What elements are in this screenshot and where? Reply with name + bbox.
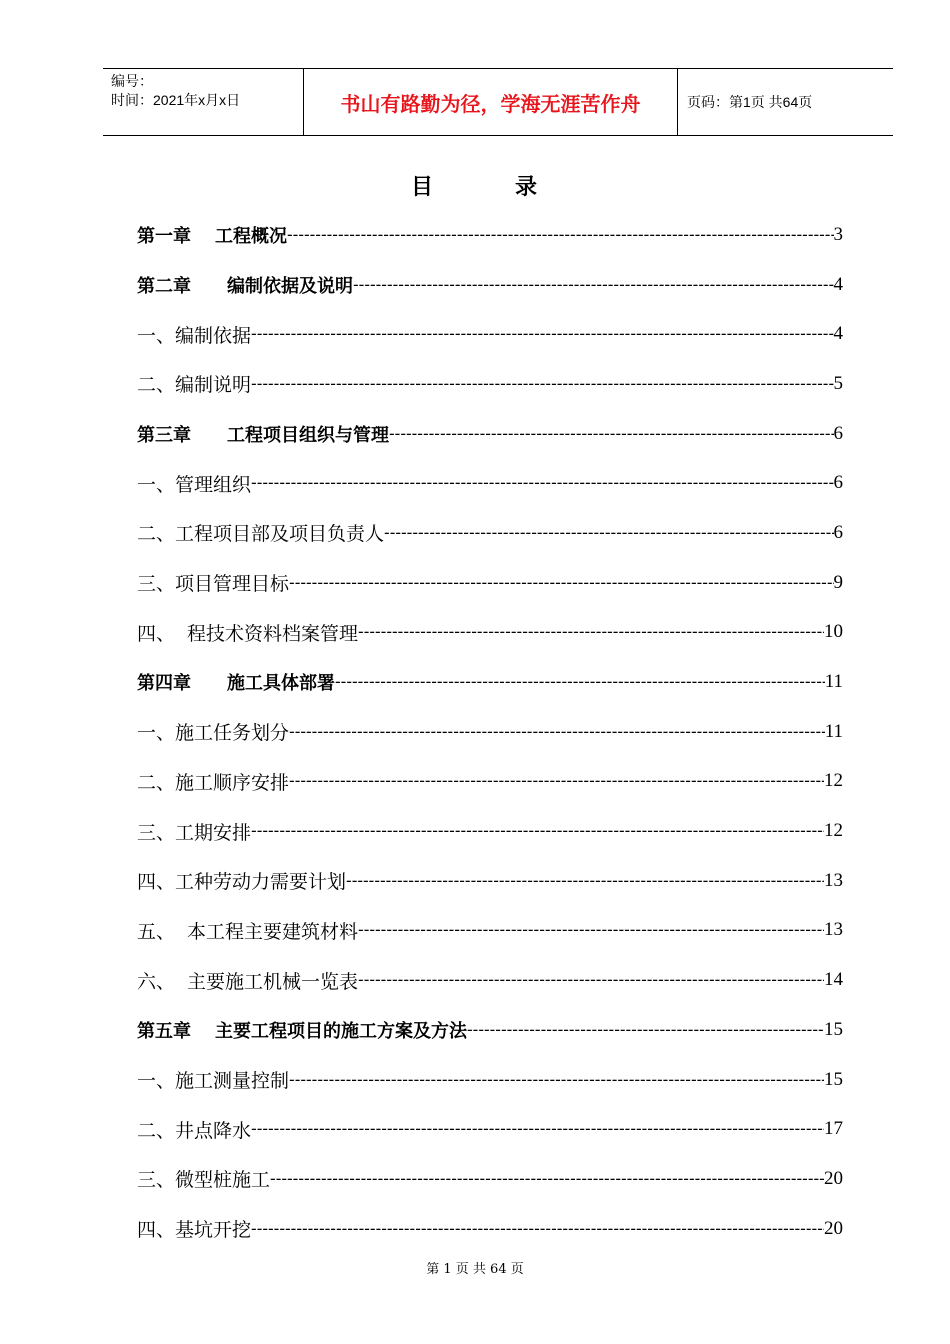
toc-page-number: 14 (824, 969, 843, 991)
toc-entry[interactable] (137, 1005, 843, 1055)
toc-leader (346, 871, 824, 891)
toc-page-number: 5 (833, 372, 843, 394)
toc-entry-text: 编制说明 (175, 374, 252, 397)
toc-entry-text: 施工任务划分 (175, 722, 290, 745)
toc-entry-title (137, 967, 358, 994)
toc-entry-number: 四、 (137, 622, 176, 645)
toc-entry-text: 施工具体部署 (227, 673, 335, 695)
toc-title: 目 录 (410, 174, 540, 200)
toc-entry-text: 主要工程项目的施工方案及方法 (215, 1020, 467, 1042)
toc-entry-text: 编制依据 (175, 324, 252, 347)
toc-entry-text: 施工顺序安排 (175, 771, 290, 794)
toc-entry[interactable] (137, 906, 843, 956)
toc-entry-number: 二、 (137, 771, 176, 794)
toc-entry-title (137, 1215, 251, 1242)
toc-entry[interactable] (137, 856, 843, 906)
table-of-contents (137, 210, 843, 1253)
toc-page-number: 12 (824, 820, 843, 842)
toc-entry-text: 程技术资料档案管理 (187, 622, 359, 645)
toc-page-number: 20 (824, 1167, 843, 1189)
toc-entry-text: 工种劳动力需要计划 (175, 871, 347, 894)
toc-entry[interactable] (137, 1104, 843, 1154)
toc-entry-number: 六、 (137, 970, 176, 993)
toc-page-number: 11 (824, 671, 843, 693)
toc-entry-title (137, 768, 289, 795)
toc-page-number: 6 (833, 521, 843, 543)
toc-leader (289, 1070, 824, 1090)
toc-entry-title (137, 421, 389, 447)
toc-entry-number: 第四章 (137, 673, 191, 695)
toc-entry-text: 施工测量控制 (175, 1070, 290, 1093)
toc-leader (467, 1020, 824, 1040)
toc-page-number: 4 (833, 273, 843, 295)
toc-entry-text: 项目管理目标 (175, 573, 290, 596)
toc-entry-title (137, 321, 251, 348)
toc-entry-title (137, 272, 353, 298)
toc-entry-title (137, 917, 358, 944)
toc-entry-title (137, 718, 289, 745)
toc-entry-title (137, 818, 251, 845)
page-footer: 第 1 页 共 64 页 (426, 1262, 524, 1277)
toc-leader (251, 374, 833, 394)
header-motto: 书山有路勤为径，学海无涯苦作舟 (340, 91, 641, 116)
toc-entry-title (137, 370, 251, 397)
header-page-info: 页码：第1页 共64页 (687, 94, 813, 110)
toc-leader (251, 1219, 824, 1239)
toc-entry[interactable] (137, 757, 843, 807)
toc-leader (335, 672, 825, 692)
toc-leader (358, 920, 824, 940)
toc-entry-title (137, 1017, 467, 1043)
toc-page-number: 4 (833, 323, 843, 345)
toc-entry[interactable] (137, 260, 843, 310)
toc-page-number: 13 (824, 869, 843, 891)
toc-entry[interactable] (137, 508, 843, 558)
toc-entry[interactable] (137, 1204, 843, 1254)
toc-entry-number: 三、 (137, 1169, 176, 1192)
toc-page-number: 17 (824, 1118, 843, 1140)
toc-entry[interactable] (137, 210, 843, 260)
toc-leader (358, 970, 824, 990)
toc-entry-title (137, 1165, 270, 1192)
toc-entry-number: 一、 (137, 722, 176, 745)
toc-page-number: 13 (824, 919, 843, 941)
toc-leader (270, 1169, 824, 1189)
toc-page-number: 6 (833, 422, 843, 444)
toc-leader (251, 324, 833, 344)
toc-entry[interactable] (137, 458, 843, 508)
toc-page-number: 12 (824, 770, 843, 792)
toc-entry-title (137, 470, 251, 497)
toc-leader (389, 424, 834, 444)
toc-entry-text: 工程项目组织与管理 (227, 424, 389, 446)
toc-entry[interactable] (137, 359, 843, 409)
toc-leader (384, 523, 833, 543)
toc-entry[interactable] (137, 806, 843, 856)
toc-leader (251, 821, 824, 841)
toc-entry-number: 三、 (137, 573, 176, 596)
toc-page-number: 9 (833, 571, 843, 593)
header-meta (111, 72, 301, 110)
toc-page-number: 15 (824, 1018, 843, 1040)
toc-entry-number: 三、 (137, 821, 176, 844)
document-number: 编号： (111, 73, 153, 89)
toc-entry-title (137, 519, 384, 546)
toc-entry[interactable] (137, 707, 843, 757)
toc-entry-title (137, 1066, 289, 1093)
toc-entry[interactable] (137, 409, 843, 459)
toc-entry-text: 编制依据及说明 (227, 275, 353, 297)
page-header (103, 68, 893, 136)
toc-entry[interactable] (137, 558, 843, 608)
toc-entry-text: 微型桩施工 (175, 1169, 271, 1192)
toc-leader (251, 473, 833, 493)
toc-entry[interactable] (137, 309, 843, 359)
toc-entry-number: 五、 (137, 920, 176, 943)
toc-entry-number: 一、 (137, 324, 176, 347)
toc-entry[interactable] (137, 657, 843, 707)
toc-entry-title (137, 222, 287, 248)
toc-entry-text: 工期安排 (175, 821, 252, 844)
toc-leader (289, 771, 824, 791)
toc-entry-text: 工程项目部及项目负责人 (175, 523, 385, 546)
document-date: 时间：2021年x月x日 (111, 92, 241, 108)
toc-entry[interactable] (137, 608, 843, 658)
toc-entry-text: 管理组织 (175, 473, 252, 496)
toc-entry-number: 第三章 (137, 424, 191, 446)
toc-leader (353, 275, 834, 295)
toc-entry-number: 一、 (137, 473, 176, 496)
toc-entry-title (137, 619, 358, 646)
toc-leader (358, 622, 824, 642)
toc-entry-title (137, 1116, 251, 1143)
toc-entry-number: 二、 (137, 523, 176, 546)
toc-entry-number: 第五章 (137, 1020, 191, 1042)
toc-entry-text: 本工程主要建筑材料 (187, 920, 359, 943)
toc-entry-number: 二、 (137, 374, 176, 397)
toc-page-number: 6 (833, 472, 843, 494)
toc-entry-title (137, 867, 346, 894)
toc-page-number: 10 (824, 621, 843, 643)
toc-page-number: 11 (824, 720, 843, 742)
header-divider (677, 69, 678, 135)
toc-entry-number: 第二章 (137, 275, 191, 297)
toc-leader (289, 722, 825, 742)
toc-entry-text: 主要施工机械一览表 (187, 970, 359, 993)
toc-entry-title (137, 669, 335, 695)
toc-leader (289, 573, 833, 593)
toc-entry-number: 二、 (137, 1119, 176, 1142)
toc-entry[interactable] (137, 1055, 843, 1105)
toc-leader (251, 1119, 824, 1139)
toc-entry-text: 基坑开挖 (175, 1219, 252, 1242)
toc-page-number: 15 (824, 1068, 843, 1090)
toc-entry[interactable] (137, 955, 843, 1005)
toc-entry-number: 一、 (137, 1070, 176, 1093)
toc-leader (287, 225, 834, 245)
toc-entry[interactable] (137, 1154, 843, 1204)
toc-page-number: 3 (833, 223, 843, 245)
toc-entry-title (137, 569, 289, 596)
toc-entry-number: 第一章 (137, 225, 191, 247)
toc-entry-number: 四、 (137, 871, 176, 894)
toc-entry-text: 井点降水 (175, 1119, 252, 1142)
toc-page-number: 20 (824, 1217, 843, 1239)
toc-entry-number: 四、 (137, 1219, 176, 1242)
toc-entry-text: 工程概况 (215, 225, 287, 247)
